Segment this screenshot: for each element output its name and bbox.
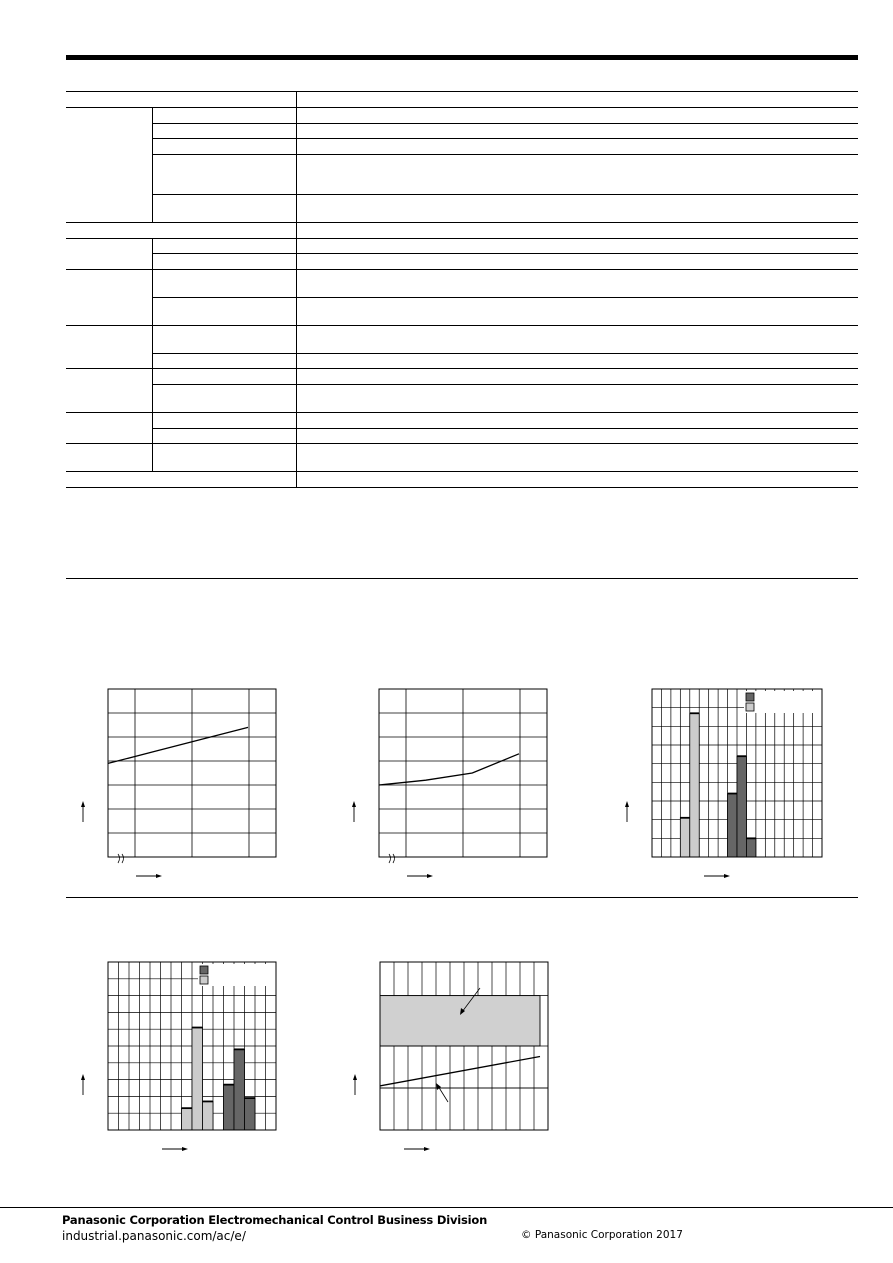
x-axis-arrowhead	[182, 1147, 188, 1151]
y-axis-arrowhead	[353, 1074, 357, 1080]
spec-table-row-line	[152, 194, 858, 195]
histogram-bar	[746, 838, 755, 857]
series-line	[379, 754, 519, 785]
spec-table-row-line	[66, 238, 858, 239]
legend-box	[198, 964, 276, 986]
histogram-bar	[728, 794, 737, 857]
histogram-bar	[690, 713, 699, 857]
spec-table	[66, 91, 858, 487]
histogram-bar	[182, 1108, 193, 1130]
chart-5-svg	[344, 959, 574, 1159]
chart-1	[78, 686, 308, 886]
x-axis-arrowhead	[156, 874, 162, 878]
footer-url: industrial.panasonic.com/ac/e/	[62, 1229, 246, 1243]
spec-table-row-line	[152, 384, 858, 385]
section-divider	[66, 897, 858, 898]
spec-table-row-line	[66, 487, 858, 488]
x-axis-arrowhead	[424, 1147, 430, 1151]
spec-table-row-line	[66, 443, 858, 444]
legend-swatch	[746, 693, 754, 701]
spec-table-row-line	[152, 253, 858, 254]
chart-4	[72, 959, 302, 1159]
footer-copyright: © Panasonic Corporation 2017	[521, 1229, 683, 1241]
series-line	[380, 1057, 540, 1086]
spec-table-row-line	[152, 353, 858, 354]
spec-table-row-line	[152, 123, 858, 124]
axis-break-icon	[118, 854, 124, 863]
spec-table-row-line	[66, 91, 858, 92]
histogram-bar	[224, 1085, 235, 1130]
y-axis-arrowhead	[625, 801, 629, 807]
legend-swatch	[200, 976, 208, 984]
chart-3-svg	[615, 686, 845, 886]
spec-table-row-line	[66, 368, 858, 369]
spec-table-row-line	[152, 297, 858, 298]
y-axis-arrowhead	[81, 801, 85, 807]
y-axis-arrowhead	[81, 1074, 85, 1080]
chart-2	[349, 686, 579, 886]
y-axis-arrowhead	[352, 801, 356, 807]
header-rule	[66, 55, 858, 60]
spec-table-row-line	[66, 412, 858, 413]
spec-table-row-line	[66, 269, 858, 270]
spec-table-row-line	[152, 428, 858, 429]
chart-5	[344, 959, 574, 1159]
histogram-bar	[234, 1049, 245, 1130]
tolerance-band	[380, 996, 540, 1046]
histogram-bar	[192, 1028, 203, 1130]
annotation-pointer	[438, 1086, 448, 1102]
series-line	[108, 727, 248, 763]
footer-company-name: Panasonic Corporation Electromechanical Control Business Division	[62, 1213, 488, 1227]
histogram-bar	[680, 818, 689, 857]
spec-table-row-line	[152, 138, 858, 139]
legend-box	[744, 691, 822, 713]
x-axis-arrowhead	[724, 874, 730, 878]
chart-1-svg	[78, 686, 308, 886]
x-axis-arrowhead	[427, 874, 433, 878]
chart-3	[615, 686, 845, 886]
chart-4-svg	[72, 959, 302, 1159]
chart-2-svg	[349, 686, 579, 886]
spec-table-col-divider	[152, 238, 153, 471]
section-divider	[66, 578, 858, 579]
spec-table-row-line	[66, 325, 858, 326]
spec-table-row-line	[66, 222, 858, 223]
legend-swatch	[200, 966, 208, 974]
histogram-bar	[737, 756, 746, 857]
spec-table-row-line	[152, 154, 858, 155]
spec-table-row-line	[66, 471, 858, 472]
legend-swatch	[746, 703, 754, 711]
spec-table-col-divider	[152, 107, 153, 222]
histogram-bar	[203, 1101, 214, 1130]
histogram-bar	[245, 1098, 256, 1130]
spec-table-row-line	[66, 107, 858, 108]
axis-break-icon	[389, 854, 395, 863]
footer-rule	[0, 1207, 893, 1208]
